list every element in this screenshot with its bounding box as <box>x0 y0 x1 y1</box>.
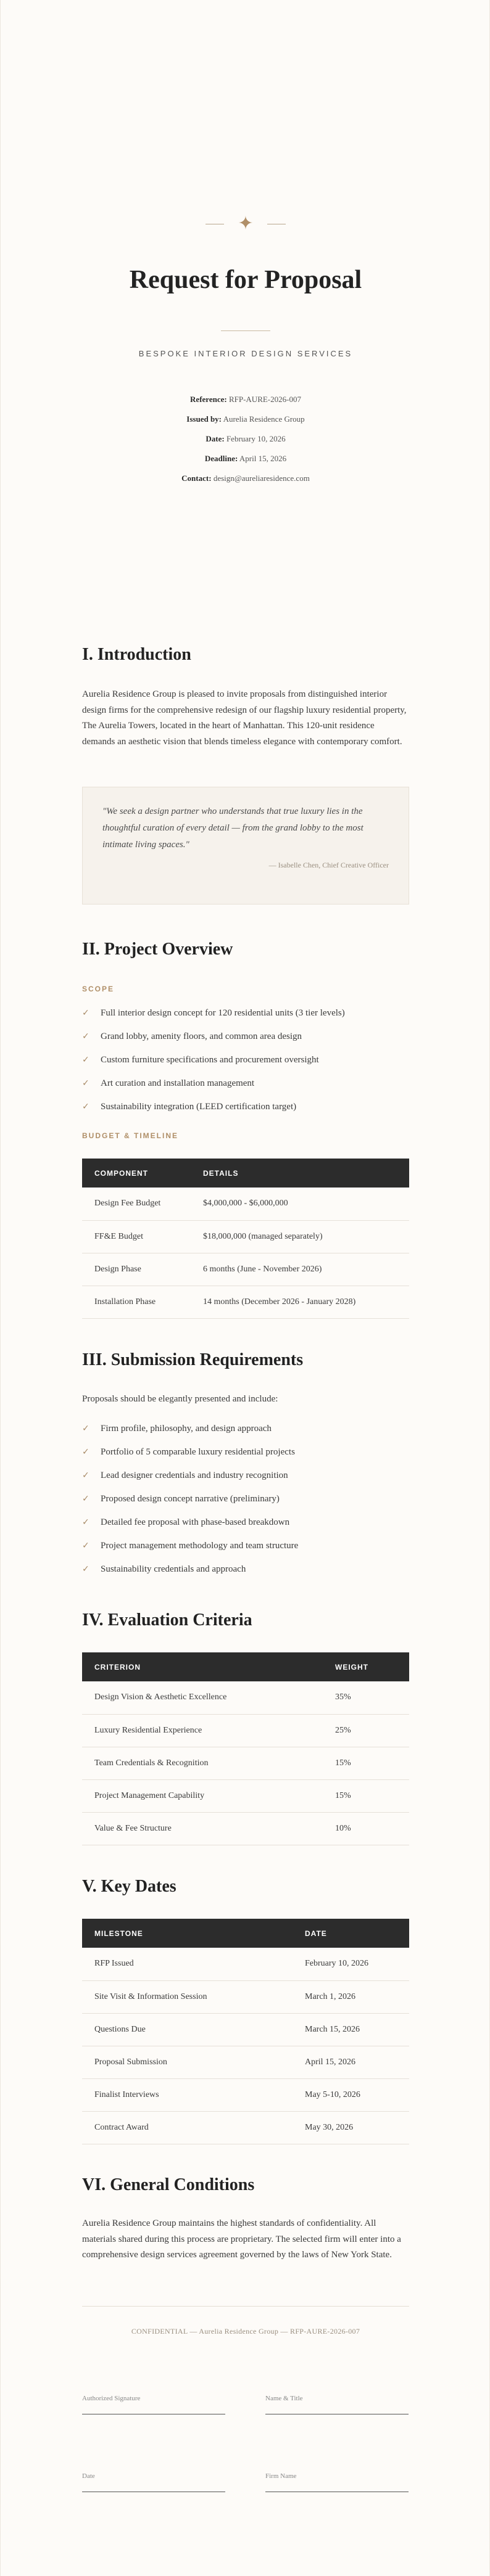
executive-quote <box>82 787 409 904</box>
column-header: DETAILS <box>191 1159 409 1188</box>
table-row: Value & Fee Structure 10% <box>82 1812 409 1845</box>
table-header <box>82 1159 409 1188</box>
signature-line-name-title[interactable]: Name & Title <box>265 2395 409 2414</box>
check-icon: ✓ <box>82 1564 89 1574</box>
budget-table <box>82 1159 409 1319</box>
list-item: ✓ Firm profile, philosophy, and design approach <box>82 1417 409 1440</box>
section-heading-general-conditions: VI. General Conditions <box>82 2175 255 2194</box>
meta-deadline: Deadline: April 15, 2026 <box>204 454 287 463</box>
list-item: ✓ Project management methodology and team structure <box>82 1534 409 1557</box>
list-item: ✓ Lead designer credentials and industry recognition <box>82 1464 409 1487</box>
check-icon: ✓ <box>82 1078 89 1088</box>
key-dates-table <box>82 1919 409 2144</box>
check-icon: ✓ <box>82 1471 89 1480</box>
section-heading-introduction: I. Introduction <box>82 645 191 664</box>
section-heading-project-overview: II. Project Overview <box>82 940 233 959</box>
meta-date: Date: February 10, 2026 <box>206 434 286 443</box>
list-item: ✓ Sustainability credentials and approach <box>82 1557 409 1581</box>
check-icon: ✓ <box>82 1541 89 1551</box>
column-header: MILESTONE <box>82 1919 293 1948</box>
check-icon: ✓ <box>82 1102 89 1112</box>
title-ornament <box>1 215 490 233</box>
scope-label: SCOPE <box>82 985 115 993</box>
list-item: ✓ Custom furniture specifications and procurement oversight <box>82 1048 409 1072</box>
document-title: Request for Proposal <box>129 266 362 294</box>
check-icon: ✓ <box>82 1008 89 1018</box>
list-item: ✓ Proposed design concept narrative (preliminary) <box>82 1487 409 1511</box>
list-item: ✓ Detailed fee proposal with phase-based breakdown <box>82 1511 409 1534</box>
check-icon: ✓ <box>82 1424 89 1434</box>
footer-divider <box>82 2306 409 2307</box>
signature-line-date[interactable]: Date <box>82 2472 225 2492</box>
section-heading-submission: III. Submission Requirements <box>82 1350 304 1369</box>
table-row: Team Credentials & Recognition 15% <box>82 1747 409 1779</box>
table-row: Design Fee Budget $4,000,000 - $6,000,000 <box>82 1188 409 1220</box>
list-item: ✓ Portfolio of 5 comparable luxury residential projects <box>82 1440 409 1464</box>
column-header: CRITERION <box>82 1652 323 1681</box>
table-row: Finalist Interviews May 5-10, 2026 <box>82 2078 409 2111</box>
check-icon: ✓ <box>82 1032 89 1041</box>
scope-list <box>82 1001 409 1118</box>
table-row: Design Vision & Aesthetic Excellence 35% <box>82 1681 409 1714</box>
table-row: Proposal Submission April 15, 2026 <box>82 2046 409 2078</box>
meta-contact: Contact: design@aureliaresidence.com <box>181 474 310 483</box>
column-header: WEIGHT <box>323 1652 409 1681</box>
list-item: ✓ Art curation and installation management <box>82 1072 409 1095</box>
table-row: Site Visit & Information Session March 1, 2026 <box>82 1980 409 2013</box>
column-header: COMPONENT <box>82 1159 191 1188</box>
signature-line-authorized[interactable]: Authorized Signature <box>82 2395 225 2414</box>
table-row: Contract Award May 30, 2026 <box>82 2111 409 2144</box>
meta-issued-by: Issued by: Aurelia Residence Group <box>186 414 305 424</box>
meta-reference: Reference: RFP-AURE-2026-007 <box>190 395 301 404</box>
list-item: ✓ Full interior design concept for 120 residential units (3 tier levels) <box>82 1001 409 1025</box>
list-item: ✓ Grand lobby, amenity floors, and common area design <box>82 1025 409 1048</box>
section-heading-key-dates: V. Key Dates <box>82 1877 176 1896</box>
table-row: Project Management Capability 15% <box>82 1779 409 1812</box>
section-heading-evaluation: IV. Evaluation Criteria <box>82 1610 252 1630</box>
budget-timeline-label: BUDGET & TIMELINE <box>82 1131 178 1140</box>
introduction-body: Aurelia Residence Group is pleased to invite proposals from distinguished interior design firms for the comprehensive redesign of our flagship luxury residential property, The Aurelia Towers, located in the heart of Manhattan. This 120-unit residence demands an aesthetic vision that blends timeless elegance with contemporary comfort. <box>82 689 407 747</box>
table-row: Luxury Residential Experience 25% <box>82 1714 409 1747</box>
check-icon: ✓ <box>82 1517 89 1527</box>
document-meta <box>1 390 490 488</box>
check-icon: ✓ <box>82 1494 89 1504</box>
general-conditions-body: Aurelia Residence Group maintains the highest standards of confidentiality. All materials shared during this process are proprietary. The selected firm will enter into a comprehensive design services agreement governed by the laws of New York State. <box>82 2218 401 2260</box>
list-item: ✓ Sustainability integration (LEED certification target) <box>82 1095 409 1118</box>
quote-attribution: — Isabelle Chen, Chief Creative Officer <box>268 861 389 869</box>
table-header <box>82 1919 409 1948</box>
evaluation-table <box>82 1652 409 1845</box>
table-header <box>82 1652 409 1681</box>
sparkle-icon: ✦ <box>238 213 254 234</box>
table-row: Design Phase 6 months (June - November 2026) <box>82 1253 409 1286</box>
title-divider <box>221 330 270 331</box>
column-header: DATE <box>293 1919 409 1948</box>
confidential-notice: CONFIDENTIAL — Aurelia Residence Group — RFP-AURE-2026-007 <box>131 2327 360 2336</box>
signature-line-firm-name[interactable]: Firm Name <box>265 2472 409 2492</box>
table-row: Questions Due March 15, 2026 <box>82 2013 409 2046</box>
table-row: RFP Issued February 10, 2026 <box>82 1948 409 1980</box>
table-row: Installation Phase 14 months (December 2026 - January 2028) <box>82 1286 409 1318</box>
document-subtitle: BESPOKE INTERIOR DESIGN SERVICES <box>138 349 353 358</box>
quote-text: "We seek a design partner who understands that true luxury lies in the thoughtful curation of every detail — from the grand lobby to the most intimate living spaces." <box>102 806 363 850</box>
submission-list <box>82 1417 409 1581</box>
submission-intro: Proposals should be elegantly presented and include: <box>82 1394 278 1404</box>
check-icon: ✓ <box>82 1055 89 1065</box>
table-row: FF&E Budget $18,000,000 (managed separately) <box>82 1220 409 1253</box>
check-icon: ✓ <box>82 1447 89 1457</box>
